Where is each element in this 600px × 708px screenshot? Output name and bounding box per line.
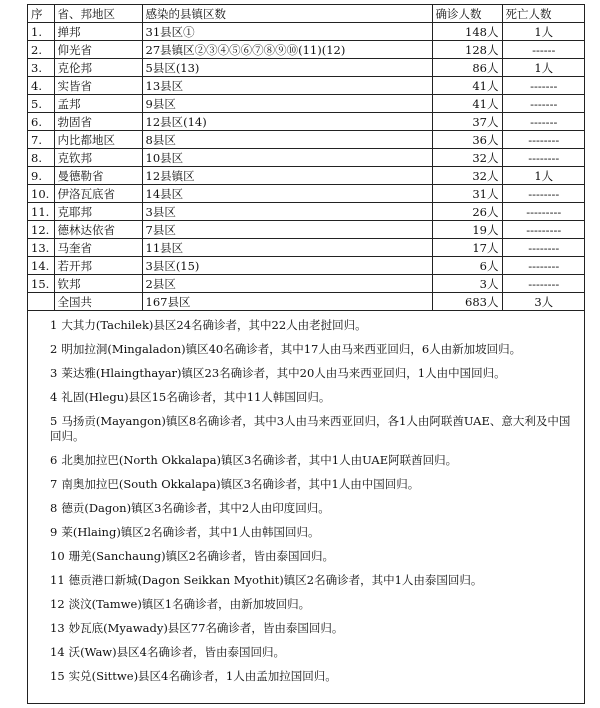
footnote-number: 3	[50, 366, 58, 380]
table-row	[28, 23, 585, 41]
cell-index: 11.	[28, 203, 54, 221]
cell-deaths: --------	[502, 239, 585, 257]
cell-deaths: -------	[502, 95, 585, 113]
header-index: 序	[28, 5, 54, 23]
header-confirmed: 确诊人数	[432, 5, 502, 23]
cell-confirmed: 3人	[432, 275, 502, 293]
cell-region: 钦邦	[54, 275, 142, 293]
cell-county: 11县区	[142, 239, 432, 257]
cell-region: 实皆省	[54, 77, 142, 95]
cell-confirmed: 86人	[432, 59, 502, 77]
cell-confirmed: 6人	[432, 257, 502, 275]
cell-county: 27县镇区②③④⑤⑥⑦⑧⑨⑩(11)(12)	[142, 41, 432, 59]
cell-confirmed: 128人	[432, 41, 502, 59]
table-row	[28, 167, 585, 185]
cell-deaths: ---------	[502, 221, 585, 239]
footnote-item	[50, 477, 578, 492]
table-row	[28, 203, 585, 221]
footnote-item	[50, 621, 578, 636]
footnote-item	[50, 645, 578, 660]
cell-confirmed: 17人	[432, 239, 502, 257]
footnote-number: 15	[50, 669, 65, 683]
cell-deaths: 1人	[502, 59, 585, 77]
footnote-text: 德贡(Dagon)镇区3名确诊者，其中2人由印度回归。	[61, 501, 330, 515]
cell-county: 12县区(14)	[142, 113, 432, 131]
cell-region: 克伦邦	[54, 59, 142, 77]
footnote-number: 9	[50, 525, 58, 539]
footnote-number: 10	[50, 549, 65, 563]
cell-confirmed: 32人	[432, 149, 502, 167]
footnote-text: 北奥加拉巴(North Okkalapa)镇区3名确诊者，其中1人由UAE阿联酋回归。	[61, 453, 458, 467]
cell-index: 13.	[28, 239, 54, 257]
table-row	[28, 149, 585, 167]
footnote-text: 南奥加拉巴(South Okkalapa)镇区3名确诊者，其中1人由中国回归。	[61, 477, 420, 491]
footnote-item	[50, 453, 578, 468]
footnote-text: 实兑(Sittwe)县区4名确诊者，1人由孟加拉国回归。	[68, 669, 337, 683]
cell-deaths: --------	[502, 257, 585, 275]
header-county: 感染的县镇区数	[142, 5, 432, 23]
footnote-item	[50, 525, 578, 540]
cell-county: 14县区	[142, 185, 432, 203]
cell-index: 14.	[28, 257, 54, 275]
cell-region: 仰光省	[54, 41, 142, 59]
cell-county: 9县区	[142, 95, 432, 113]
cell-index: 5.	[28, 95, 54, 113]
footnote-text: 大其力(Tachilek)县区24名确诊者，其中22人由老挝回归。	[61, 318, 367, 332]
cell-confirmed: 41人	[432, 95, 502, 113]
footnote-number: 7	[50, 477, 58, 491]
header-deaths: 死亡人数	[502, 5, 585, 23]
cell-confirmed: 148人	[432, 23, 502, 41]
footnote-text: 马扬贡(Mayangon)镇区8名确诊者，其中3人由马来西亚回归，各1人由阿联酋UAE、意大利及中国回归。	[50, 414, 571, 443]
cell-region: 内比都地区	[54, 131, 142, 149]
total-county: 167县区	[142, 293, 432, 311]
cell-index: 9.	[28, 167, 54, 185]
cell-deaths: -------	[502, 113, 585, 131]
table-row	[28, 41, 585, 59]
cell-confirmed: 37人	[432, 113, 502, 131]
cell-index: 2.	[28, 41, 54, 59]
table-row	[28, 185, 585, 203]
footnote-text: 沃(Waw)县区4名确诊者，皆由泰国回归。	[68, 645, 285, 659]
footnote-number: 13	[50, 621, 65, 635]
cell-deaths: --------	[502, 185, 585, 203]
header-region: 省、邦地区	[54, 5, 142, 23]
cell-index: 3.	[28, 59, 54, 77]
cell-county: 8县区	[142, 131, 432, 149]
footnote-number: 4	[50, 390, 58, 404]
cell-deaths: 1人	[502, 23, 585, 41]
footnote-text: 妙瓦底(Myawady)县区77名确诊者，皆由泰国回归。	[68, 621, 344, 635]
cell-region: 克耶邦	[54, 203, 142, 221]
footnote-text: 莱(Hlaing)镇区2名确诊者，其中1人由韩国回归。	[61, 525, 320, 539]
cell-index: 4.	[28, 77, 54, 95]
table-row	[28, 113, 585, 131]
cell-confirmed: 41人	[432, 77, 502, 95]
footnote-number: 12	[50, 597, 65, 611]
cell-county: 10县区	[142, 149, 432, 167]
cell-index: 1.	[28, 23, 54, 41]
total-deaths: 3人	[502, 293, 585, 311]
table-header-row	[28, 5, 585, 23]
table-row	[28, 95, 585, 113]
footnote-number: 1	[50, 318, 58, 332]
cell-confirmed: 36人	[432, 131, 502, 149]
footnote-text: 礼固(Hlegu)县区15名确诊者，其中11人韩国回归。	[61, 390, 331, 404]
cell-region: 勃固省	[54, 113, 142, 131]
table-row	[28, 131, 585, 149]
table-body	[28, 23, 585, 293]
cell-deaths: -------	[502, 77, 585, 95]
cell-county: 5县区(13)	[142, 59, 432, 77]
cell-region: 克钦邦	[54, 149, 142, 167]
footnote-item	[50, 501, 578, 516]
footnote-item	[50, 573, 578, 588]
footnote-number: 14	[50, 645, 65, 659]
cell-region: 伊洛瓦底省	[54, 185, 142, 203]
table-row	[28, 221, 585, 239]
cell-index: 15.	[28, 275, 54, 293]
cell-region: 若开邦	[54, 257, 142, 275]
cell-index: 7.	[28, 131, 54, 149]
cell-county: 3县区	[142, 203, 432, 221]
table-row	[28, 77, 585, 95]
footnote-number: 5	[50, 414, 58, 428]
cell-confirmed: 26人	[432, 203, 502, 221]
footnote-text: 珊羌(Sanchaung)镇区2名确诊者，皆由泰国回归。	[68, 549, 334, 563]
footnote-text: 明加拉洞(Mingaladon)镇区40名确诊者，其中17人由马来西亚回归，6人由新加坡回归。	[61, 342, 522, 356]
total-confirmed: 683人	[432, 293, 502, 311]
footnote-item	[50, 318, 578, 333]
footnote-item	[50, 390, 578, 405]
cell-deaths: ---------	[502, 203, 585, 221]
cell-confirmed: 31人	[432, 185, 502, 203]
cell-confirmed: 32人	[432, 167, 502, 185]
footnote-number: 6	[50, 453, 58, 467]
cell-region: 马奎省	[54, 239, 142, 257]
footnote-item	[50, 342, 578, 357]
footnote-number: 8	[50, 501, 58, 515]
footnote-item	[50, 366, 578, 381]
cell-county: 12县镇区	[142, 167, 432, 185]
cell-confirmed: 19人	[432, 221, 502, 239]
footnote-item	[50, 414, 578, 444]
cell-county: 31县区①	[142, 23, 432, 41]
footnotes	[28, 311, 584, 684]
cell-index: 8.	[28, 149, 54, 167]
cell-region: 孟邦	[54, 95, 142, 113]
cell-region: 掸邦	[54, 23, 142, 41]
cell-deaths: ------	[502, 41, 585, 59]
cell-deaths: --------	[502, 275, 585, 293]
table-row	[28, 275, 585, 293]
total-index	[28, 293, 54, 311]
footnote-item	[50, 597, 578, 612]
table-row	[28, 239, 585, 257]
footnote-number: 11	[50, 573, 65, 587]
footnote-item	[50, 669, 578, 684]
cell-deaths: --------	[502, 149, 585, 167]
document-frame	[27, 4, 585, 704]
cell-deaths: 1人	[502, 167, 585, 185]
cell-region: 德林达依省	[54, 221, 142, 239]
footnote-text: 莱达雅(Hlaingthayar)镇区23名确诊者，其中20人由马来西亚回归，1人由中国回归。	[61, 366, 506, 380]
total-row	[28, 293, 585, 311]
cell-county: 3县区(15)	[142, 257, 432, 275]
cell-index: 10.	[28, 185, 54, 203]
cell-index: 12.	[28, 221, 54, 239]
cell-index: 6.	[28, 113, 54, 131]
cases-table	[28, 5, 585, 311]
cell-county: 2县区	[142, 275, 432, 293]
cell-county: 7县区	[142, 221, 432, 239]
footnote-text: 德贡港口新城(Dagon Seikkan Myothit)镇区2名确诊者，其中1人由泰国回归。	[68, 573, 483, 587]
table-row	[28, 59, 585, 77]
table-row	[28, 257, 585, 275]
cell-deaths: --------	[502, 131, 585, 149]
total-label: 全国共	[54, 293, 142, 311]
footnote-text: 淡汶(Tamwe)镇区1名确诊者，由新加坡回归。	[68, 597, 311, 611]
footnote-item	[50, 549, 578, 564]
cell-region: 曼德勒省	[54, 167, 142, 185]
cell-county: 13县区	[142, 77, 432, 95]
footnote-number: 2	[50, 342, 58, 356]
